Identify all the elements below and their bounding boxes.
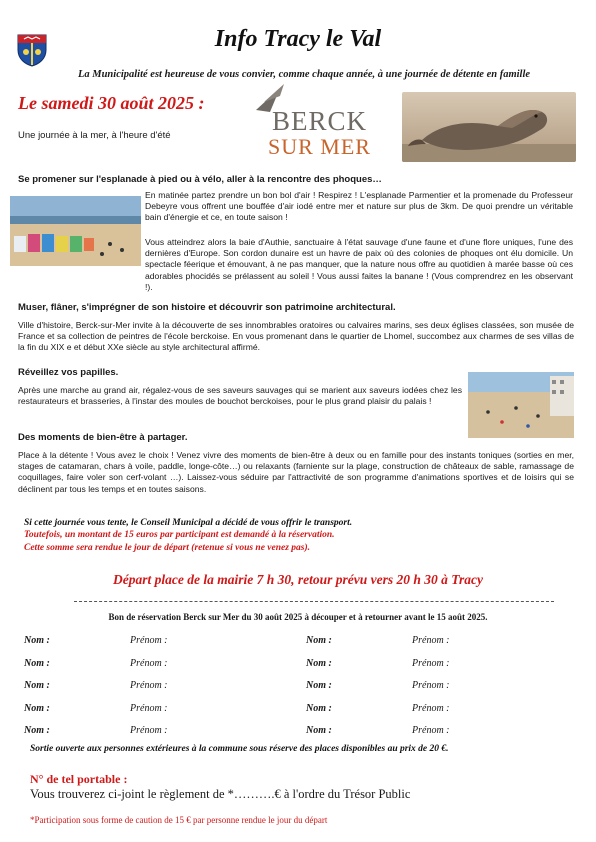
paragraph-wellbeing: Place à la détente ! Vous avez le choix ! Venez vivre des moments de bien-être à deux ou en famille pour des instants toniques (sorties en mer, stages de catamaran, chars à voile, paddle, longe-côte…) ou relaxants (farniente sur la plage, construction de châteaux de sable, ramassage de coquillages, faire voler son cerf-volant …). Laissez-vous séduire par l'attractivité de son programme d'animations sportives et de loisirs qui se déclinent par tous les temps et en toutes saisons. xyxy=(18,450,574,494)
prenom-label-left: Prénom : xyxy=(130,725,168,736)
prenom-label-right: Prénom : xyxy=(412,657,450,669)
nom-label-left: Nom : xyxy=(24,680,50,691)
prenom-field-right[interactable] xyxy=(458,660,514,672)
prenom-field-right[interactable] xyxy=(458,705,514,717)
nom-field-right[interactable] xyxy=(340,637,400,649)
prenom-label-left: Prénom : xyxy=(130,702,168,714)
section-heading-heritage: Muser, flâner, s'imprégner de son histoire et découvrir son patrimoine architectural. xyxy=(18,302,396,313)
paragraph-baie-authie: Vous atteindrez alors la baie d'Authie, sanctuaire à l'état sauvage d'une faune et d'une flore uniques, l'une des dernières d'Europe. Son cordon dunaire est un havre de paix où des colonies de phoques ont élu domicile. Un spectacle féerique et émouvant, à ne pas manquer, que la nature nous offre au quotidien à marée basse où ces adorables phocidés se prélassent au soleil ! Vous aussi faites la banane ! (Vous comprendrez en les observant !). xyxy=(145,237,573,292)
nom-label-left: Nom : xyxy=(24,657,50,669)
nom-label-right: Nom : xyxy=(306,635,332,646)
nom-field-left[interactable] xyxy=(58,637,118,649)
nom-field-left[interactable] xyxy=(58,727,118,739)
nom-label-left: Nom : xyxy=(24,702,50,714)
nom-field-right[interactable] xyxy=(340,682,400,694)
footnote: *Participation sous forme de caution de 15 € par personne rendue le jour du départ xyxy=(30,815,328,825)
tagline: Une journée à la mer, à l'heure d'été xyxy=(18,130,171,141)
prenom-label-right: Prénom : xyxy=(412,725,450,736)
beach-cabins-photo xyxy=(10,196,141,266)
prenom-field-right[interactable] xyxy=(458,727,514,739)
payment-line: Vous trouverez ci-joint le règlement de *……….€ à l'ordre du Trésor Public xyxy=(30,787,411,801)
nom-field-left[interactable] xyxy=(58,660,118,672)
prenom-field-left[interactable] xyxy=(176,705,232,717)
reservation-form-title: Bon de réservation Berck sur Mer du 30 août 2025 à découper et à retourner avant le 15 août 2025. xyxy=(108,612,488,622)
prenom-field-left[interactable] xyxy=(176,727,232,739)
transport-refund: Cette somme sera rendue le jour de départ (retenue si vous ne venez pas). xyxy=(24,543,311,553)
nom-field-right[interactable] xyxy=(340,727,400,739)
nom-field-right[interactable] xyxy=(340,660,400,672)
intro-text: La Municipalité est heureuse de vous convier, comme chaque année, à une journée de détente en famille xyxy=(77,69,531,80)
prenom-field-left[interactable] xyxy=(176,637,232,649)
transport-deposit: Toutefois, un montant de 15 euros par participant est demandé à la réservation. xyxy=(24,530,335,540)
prenom-label-right: Prénom : xyxy=(412,702,450,714)
prenom-label-right: Prénom : xyxy=(412,680,450,691)
nom-label-right: Nom : xyxy=(306,725,332,736)
logo-line1: BERCK xyxy=(272,106,368,136)
paragraph-heritage: Ville d'histoire, Berck-sur-Mer invite à la découverte de ses innombrables oratoires ou calvaires marins, ses deux églises classées, son musée de France et sa collection de peintres de l'école berckoise. En vous promenant dans le quartier de Lhomel, succombez aux charmes de ses villas de la fin du XIX e et début XXe siècle au style architectural affirmé. xyxy=(18,320,574,353)
logo-line2: SUR MER xyxy=(268,134,371,159)
departure-info: Départ place de la mairie 7 h 30, retour prévu vers 20 h 30 à Tracy xyxy=(113,572,483,587)
berck-sur-mer-logo xyxy=(250,84,380,160)
prenom-field-right[interactable] xyxy=(458,637,514,649)
section-heading-food: Réveillez vos papilles. xyxy=(18,367,119,378)
nom-field-left[interactable] xyxy=(58,705,118,717)
nom-field-left[interactable] xyxy=(58,682,118,694)
section-heading-wellbeing: Des moments de bien-être à partager. xyxy=(18,432,188,443)
nom-label-right: Nom : xyxy=(306,680,332,691)
prenom-label-left: Prénom : xyxy=(130,680,168,691)
section-heading-seals: Se promener sur l'esplanade à pied ou à vélo, aller à la rencontre des phoques… xyxy=(18,174,382,185)
transport-offer: Si cette journée vous tente, le Conseil Municipal a décidé de vous offrir le transport. xyxy=(24,518,353,528)
nom-label-left: Nom : xyxy=(24,635,50,646)
prenom-field-right[interactable] xyxy=(458,682,514,694)
cut-line xyxy=(74,601,554,602)
nom-label-left: Nom : xyxy=(24,725,50,736)
seal-photo xyxy=(402,92,576,162)
nom-field-right[interactable] xyxy=(340,705,400,717)
nom-label-right: Nom : xyxy=(306,657,332,669)
event-date: Le samedi 30 août 2025 : xyxy=(18,93,205,113)
prenom-label-right: Prénom : xyxy=(412,635,450,646)
prenom-label-left: Prénom : xyxy=(130,635,168,646)
nom-label-right: Nom : xyxy=(306,702,332,714)
external-note: Sortie ouverte aux personnes extérieures à la commune sous réserve des places disponibles au prix de 20 €. xyxy=(30,744,449,754)
prenom-label-left: Prénom : xyxy=(130,657,168,669)
page-title: Info Tracy le Val xyxy=(214,26,382,52)
promenade-photo xyxy=(468,372,574,438)
prenom-field-left[interactable] xyxy=(176,660,232,672)
prenom-field-left[interactable] xyxy=(176,682,232,694)
paragraph-esplanade: En matinée partez prendre un bon bol d'air ! Respirez ! L'esplanade Parmentier et la promenade du Professeur Debeyre vous offrent une bouffée d'air iodé entre mer et nature sur plus de 3km. De quoi prendre un véritable bain d'énergie et ce, en toute saison ! xyxy=(145,190,573,223)
paragraph-food: Après une marche au grand air, régalez-vous de ses saveurs sauvages qui se marient aux saveurs iodées chez les restaurateurs et brasseries, à l'instar des moules de bouchot berckoises, pour le plus grand plaisir du palais ! xyxy=(18,385,462,407)
phone-label: N° de tel portable : xyxy=(30,772,128,786)
